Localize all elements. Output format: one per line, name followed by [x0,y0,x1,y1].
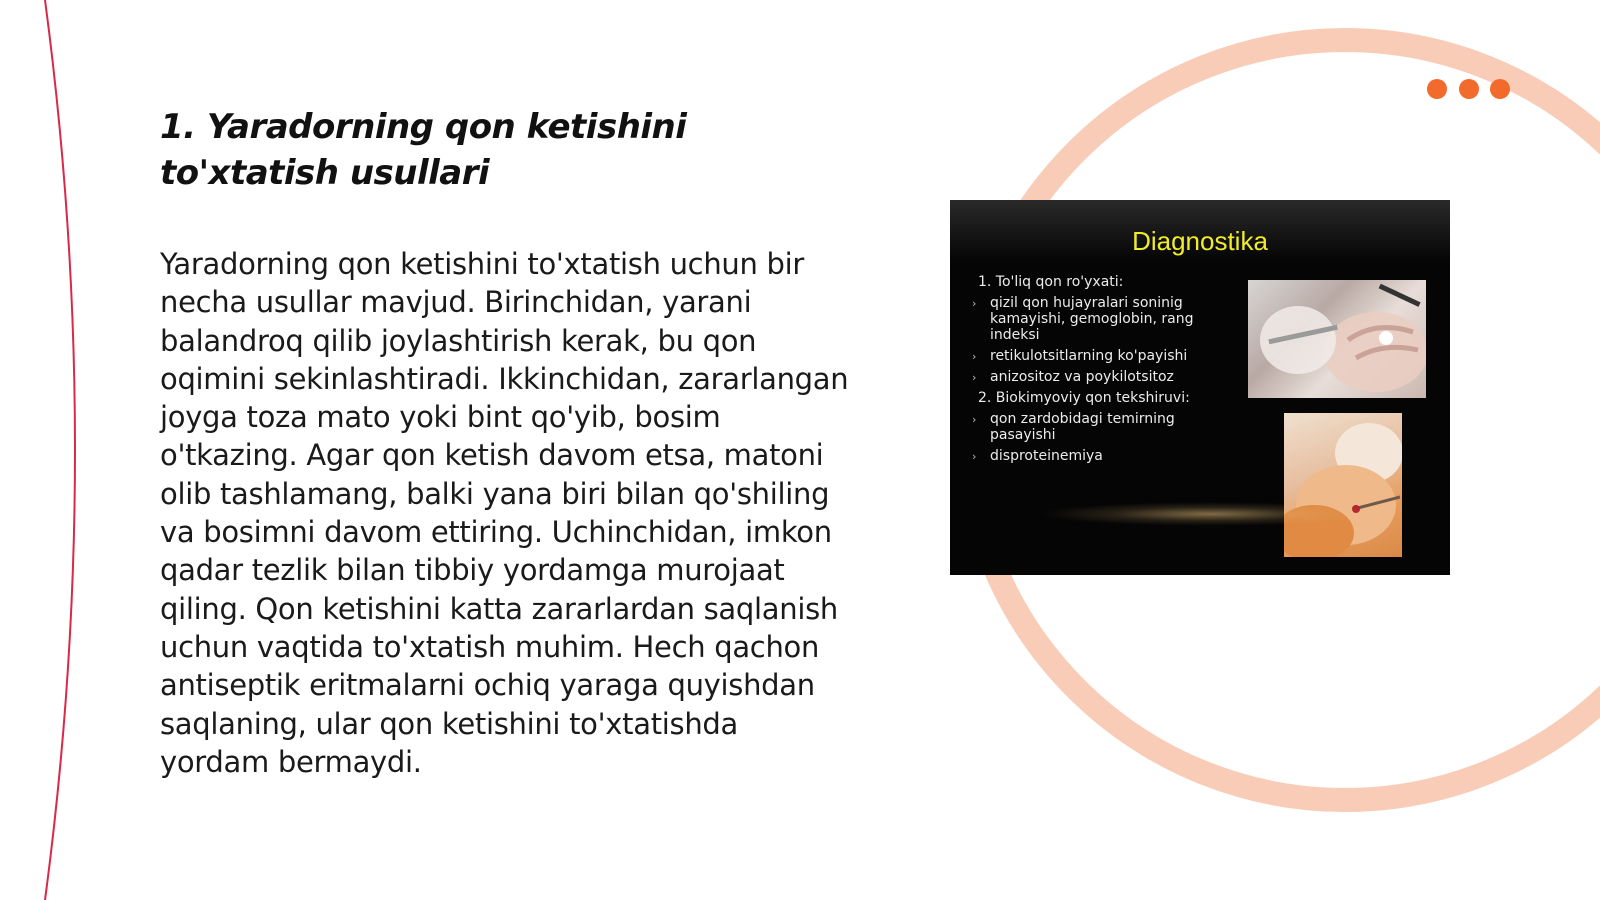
list-item: › qon zardobidagi temirning pasayishi [972,411,1227,443]
list-item: › qizil qon hujayralari soninig kamayishi, gemoglobin, rang indeksi [972,295,1227,343]
list-item: 1. To'liq qon ro'yxati: [978,274,1124,290]
list-item: › anizositoz va poykilotsitoz [972,369,1227,385]
list-item: › disproteinemiya [972,448,1227,464]
dot-icon [1427,79,1447,99]
list-item: › retikulotsitlarning ko'payishi [972,348,1227,364]
slide-title: 1. Yaradorning qon ketishini to'xtatish usullari [160,107,687,193]
menu-dots [1427,79,1513,101]
embedded-slide-list [972,274,1227,469]
slide-glow-decoration [1040,502,1380,526]
embedded-slide-title: Diagnostika [1132,226,1268,256]
embedded-slide-image [950,200,1450,575]
dot-icon [1459,79,1479,99]
finger-prick-photo [1284,413,1402,557]
blood-test-photo [1248,280,1426,398]
slide-body-text: Yaradorning qon ketishini to'xtatish uchun bir necha usullar mavjud. Birinchidan, yarani balandroq qilib joylashtirish kerak, bu qon oqimini sekinlashtiradi. Ikkinchidan, zararlangan joyga toza mato yoki bint qo'yib, bosim o'tkazing. Agar qon ketish davom etsa, matoni olib tashlamang, balki yana biri bilan qo'shiling va bosimni davom ettiring. Uchinchidan, imkon qadar tezlik bilan tibbiy yordamga murojaat qiling. Qon ketishini katta zararlardan saqlanish uchun vaqtida to'xtatish muhim. Hech qachon antiseptik eritmalarni ochiq yaraga quyishdan saqlaning, ular qon ketishini to'xtatishda yordam bermaydi. [160,247,849,779]
dot-icon [1490,79,1510,99]
list-item: 2. Biokimyoviy qon tekshiruvi: [978,390,1190,406]
left-accent-line [45,0,75,900]
